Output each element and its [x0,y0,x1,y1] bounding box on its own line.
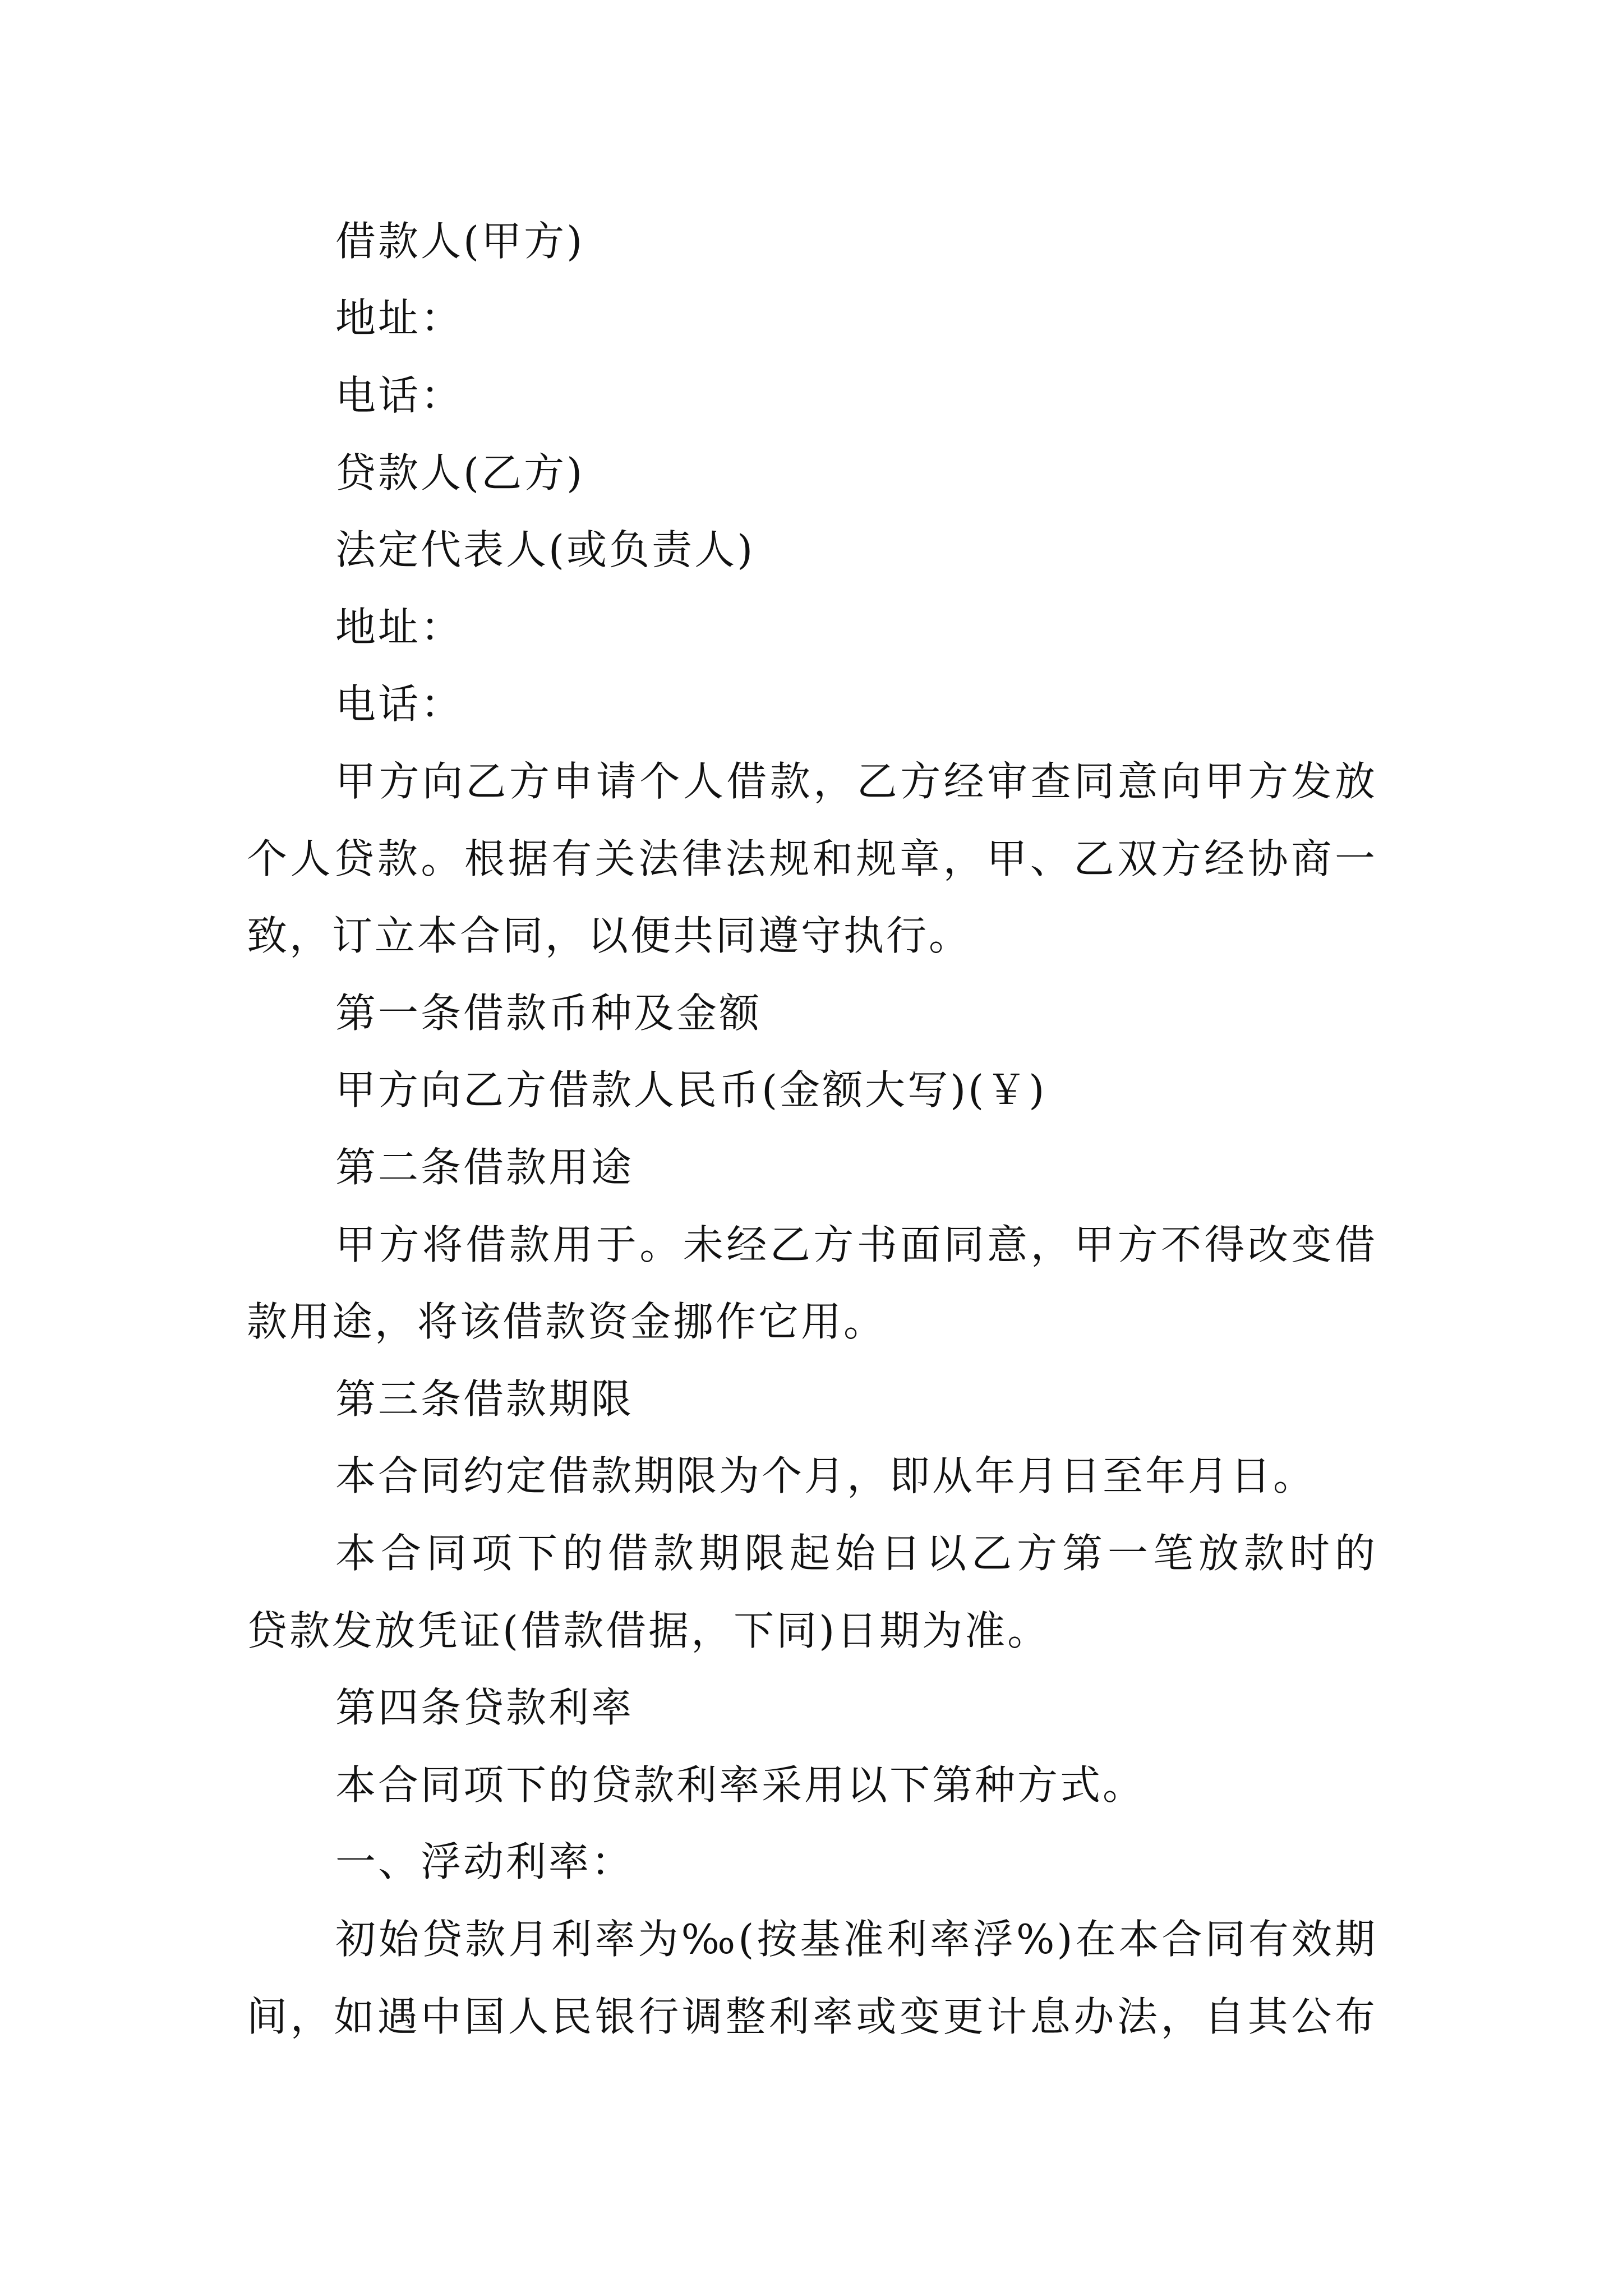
floating-rate-text-line-1: 初始贷款月利率为‰(按基准利率浮%)在本合同有效期 [335,1916,1377,1963]
floating-rate-heading: 一、浮动利率： [335,1838,634,1885]
article-4-heading: 第四条贷款利率 [335,1684,634,1731]
floating-rate-text-line-2: 间，如遇中国人民银行调整利率或变更计息办法，自其公布 [247,1993,1377,2040]
legal-representative-label: 法定代表人(或负责人) [335,526,755,573]
article-4-text: 本合同项下的贷款利率采用以下第种方式。 [335,1761,1146,1809]
article-3-text-2-line-1: 本合同项下的借款期限起始日以乙方第一笔放款时的 [335,1530,1377,1577]
borrower-phone-label: 电话： [335,372,464,419]
article-1-text: 甲方向乙方借款人民币(金额大写)(￥) [335,1066,1047,1114]
article-2-text-line-1: 甲方将借款用于。未经乙方书面同意，甲方不得改变借 [335,1221,1377,1268]
article-3-heading: 第三条借款期限 [335,1375,634,1423]
lender-address-label: 地址： [335,604,464,651]
lender-phone-label: 电话： [335,680,464,728]
borrower-address-label: 地址： [335,295,464,342]
intro-paragraph-line-1: 甲方向乙方申请个人借款，乙方经审查同意向甲方发放 [335,758,1377,805]
lender-label: 贷款人(乙方) [335,449,585,496]
article-1-heading: 第一条借款币种及金额 [335,990,762,1037]
borrower-label: 借款人(甲方) [335,218,585,265]
intro-paragraph-line-3: 致，订立本合同，以便共同遵守执行。 [247,912,972,959]
article-3-text-2-line-2: 贷款发放凭证(借款借据，下同)日期为准。 [247,1607,1050,1654]
intro-paragraph-line-2: 个人贷款。根据有关法律法规和规章，甲、乙双方经协商一 [247,835,1377,882]
article-2-text-line-2: 款用途，将该借款资金挪作它用。 [247,1298,887,1345]
article-3-text-1: 本合同约定借款期限为个月，即从年月日至年月日。 [335,1452,1316,1499]
article-2-heading: 第二条借款用途 [335,1144,634,1191]
